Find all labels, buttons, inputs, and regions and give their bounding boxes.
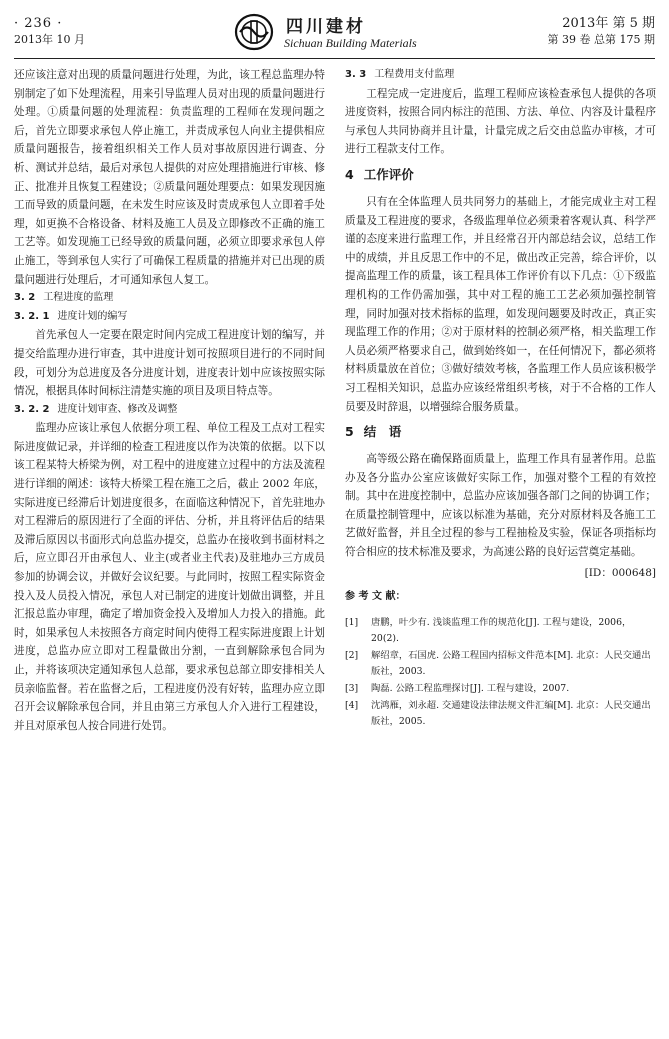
paragraph: 高等级公路在确保路面质量上，监理工作具有显著作用。总监办及各分监办公室应该做好实际工作，加强对整个工程的有效控制。其中在进度控制中，总监办应该加强各部门之间的协调工作；在质量控制管理中，应该以标准为基础，充分对原材料及各施工工艺做好监督，并且全过程的参与工程抽检及实验，保证各项指标均符合相应的技术标准及要求，为高速公路的良好运营奠定基础。 bbox=[345, 453, 656, 559]
section-number: 3. 2 bbox=[14, 292, 36, 304]
section-number: 4 bbox=[345, 166, 354, 182]
article-id: [ID：000648] bbox=[584, 566, 656, 579]
journal-name-en: Sichuan Building Materials bbox=[284, 36, 417, 50]
reference-text: 唐鹏，叶少有. 浅谈监理工作的规范化[J]. 工程与建设，2006，20(2). bbox=[371, 616, 632, 644]
section-heading-5 bbox=[345, 422, 656, 442]
section-title: 工作评价 bbox=[363, 166, 414, 182]
section-number: 3. 3 bbox=[345, 69, 367, 80]
page-header bbox=[14, 8, 655, 60]
reference-item bbox=[345, 648, 656, 680]
reference-number: [4] bbox=[345, 699, 359, 711]
reference-number: [3] bbox=[345, 682, 359, 694]
reference-list bbox=[345, 615, 656, 730]
reference-item bbox=[345, 698, 656, 730]
section-number: 3. 2. 2 bbox=[14, 403, 50, 415]
section-title: 进度计划的编写 bbox=[57, 310, 128, 322]
paragraph: 还应该注意对出现的质量问题进行处理，为此，该工程总监理办特别制定了如下处理流程，用来引导监理人员对出现的质量问题进行处理。①质量问题的处理流程：负责监理的工程师在发现问题之后，首先立即要求承包人停止施工，并责成承包人向业主提供相应质量问题报告，接着组织相关工作人员对事故原因进行调查、分析、测试并总结，最后对承包人提供的对应处理措施进行审核、修正、批准并且恢复工程建设；②质量问题处理要点：如果发现因施工而导致的质量问题，在未发生时应该及时责成承包人立即着手处理，如更换不合格设备、材料及施工人员及立即修改不正确的施工工艺等。如发现施工已经导致的质量问题，必须立即要求承包人停止施工，等到承包人实行了可确保工程质量的措施并对已出现的质量问题进行处理后，才可通知承包人复工。 bbox=[14, 69, 325, 286]
reference-text: 沈鸿雁，刘永超. 交通建设法律法规文件汇编[M]. 北京：人民交通出版社，2005. bbox=[371, 699, 651, 727]
volume-info: 第 39 卷 总第 175 期 bbox=[547, 33, 655, 46]
reference-text: 解绍章，石国虎. 公路工程国内招标文件范本[M]. 北京：人民交通出版社，2003. bbox=[371, 649, 651, 677]
reference-item bbox=[345, 615, 656, 647]
reference-text: 陶磊. 公路工程监理探讨[J]. 工程与建设，2007. bbox=[371, 682, 570, 694]
section-number: 3. 2. 1 bbox=[14, 310, 50, 322]
section-heading-4 bbox=[345, 165, 656, 185]
section-title: 进度计划审查、修改及调整 bbox=[57, 403, 178, 415]
reference-number: [2] bbox=[345, 649, 359, 661]
paragraph: 首先承包人一定要在限定时间内完成工程进度计划的编写，并提交给监理办进行审查，其中进度计划可按照项目进行的不同时间段，可划分为总进度及各分进度计划，进度表计划中应该按照实际情况，根据具体时间标注清楚实施的项目及项目特点等。 bbox=[14, 329, 325, 398]
reference-item bbox=[345, 681, 656, 697]
issue-info: 2013年 第 5 期 bbox=[562, 16, 655, 31]
section-number: 5 bbox=[345, 424, 354, 440]
section-title: 工程进度的监理 bbox=[43, 292, 114, 304]
journal-name-cn: 四川建材 bbox=[286, 17, 366, 37]
header-rule bbox=[14, 58, 655, 59]
header-right bbox=[548, 16, 655, 48]
right-column bbox=[345, 66, 656, 731]
paragraph: 监理办应该让承包人依据分项工程、单位工程及工点对工程实际进度做记录，并详细的检查工程进度以作为决策的依据。以下以该工程某特大桥梁为例，对工程中的进度建立过程中的方法及流程进行详细的阐述：该特大桥梁工程在施工之后，截止 2002 年底，实际进度已经滞后计划进度很多，在面临这种情况下，首先驻地办对工程滞后的原因进行了全面的评估、分析，并且将评估后的结果及滞后原因以书面形式向总监办提交，总监办在接收到书面材料之后，应立即召开由承包人、业主(或者业主代表)及驻地办三方成员参加的协调会议，并做好会议纪要。与此同时，按照工程实际资金投入及人员投入情况，承包人对已制定的进度计划做出调整，并且汇报总监办审理，确定了增加资金投入及增加人力投入的措施。此时，如果承包人未按照各方商定时间内使得工程实际进度跟上计划进度，总监办应立即对工程量做出分割，一直到解除承包合同为止，并将该项决定通知承包人总部，要求承包总部立即安排相关人员亲临监督。若在监督之后，工程进度仍没有好转，监理办应立即召开会议解除承包合同，并且由第三方承包人介入进行工程建设，并且对原承包人按合同进行处罚。 bbox=[14, 422, 325, 732]
section-heading-3-2-1 bbox=[14, 308, 325, 327]
paragraph: 只有在全体监理人员共同努力的基础上，才能完成业主对工程质量及工程进度的要求，各级监理单位必须秉着客观认真、科学严谨的态度来进行监理工作，并且经常召开内部总结会议，总结工作中的成绩，并且反思工作中的不足，做出改正完善，综合评价，以提高监理工作的质量，该工程具体工作评价有以下几点：①下级监理机构的工作仍需加强，其中对工程的施工工艺必须加强控制管理，同时加强对技术指标的监理，如发现问题要及时改正，真正实现监理工作的作用；②对于原材料的控制必须严格，相关监理工作人员必须严格要求自己，做到始终如一，在任何情况下，都必须将材料质量放在首位；③做好绩效考核，各监理工作人员应该积极学习工程相关知识，总监办应该经常组织考核，对于不合格的工作人员要及时辞退，以增强综合服务质量。 bbox=[345, 195, 656, 413]
section-title: 工程费用支付监理 bbox=[374, 69, 455, 80]
references-heading: 参 考 文 献： bbox=[345, 591, 406, 603]
journal-logo-icon bbox=[234, 12, 274, 52]
header-left bbox=[14, 16, 85, 48]
header-date: 2013年 10 月 bbox=[14, 33, 85, 46]
section-title: 结 语 bbox=[363, 424, 402, 440]
reference-number: [1] bbox=[345, 616, 359, 628]
section-heading-3-3 bbox=[345, 66, 656, 85]
section-heading-3-2-2 bbox=[14, 401, 325, 420]
journal-masthead bbox=[234, 10, 464, 56]
paragraph: 工程完成一定进度后，监理工程师应该检查承包人提供的各项进度资料，按照合同内标注的范围、方法、单位、内容及计量程序与承包人共同协商并且计量，计量完成之后交由总监办审核，才可进行工程款支付工作。 bbox=[345, 87, 656, 156]
left-column bbox=[14, 66, 325, 735]
section-heading-3-2 bbox=[14, 289, 325, 308]
page-number: · 236 · bbox=[14, 16, 63, 31]
